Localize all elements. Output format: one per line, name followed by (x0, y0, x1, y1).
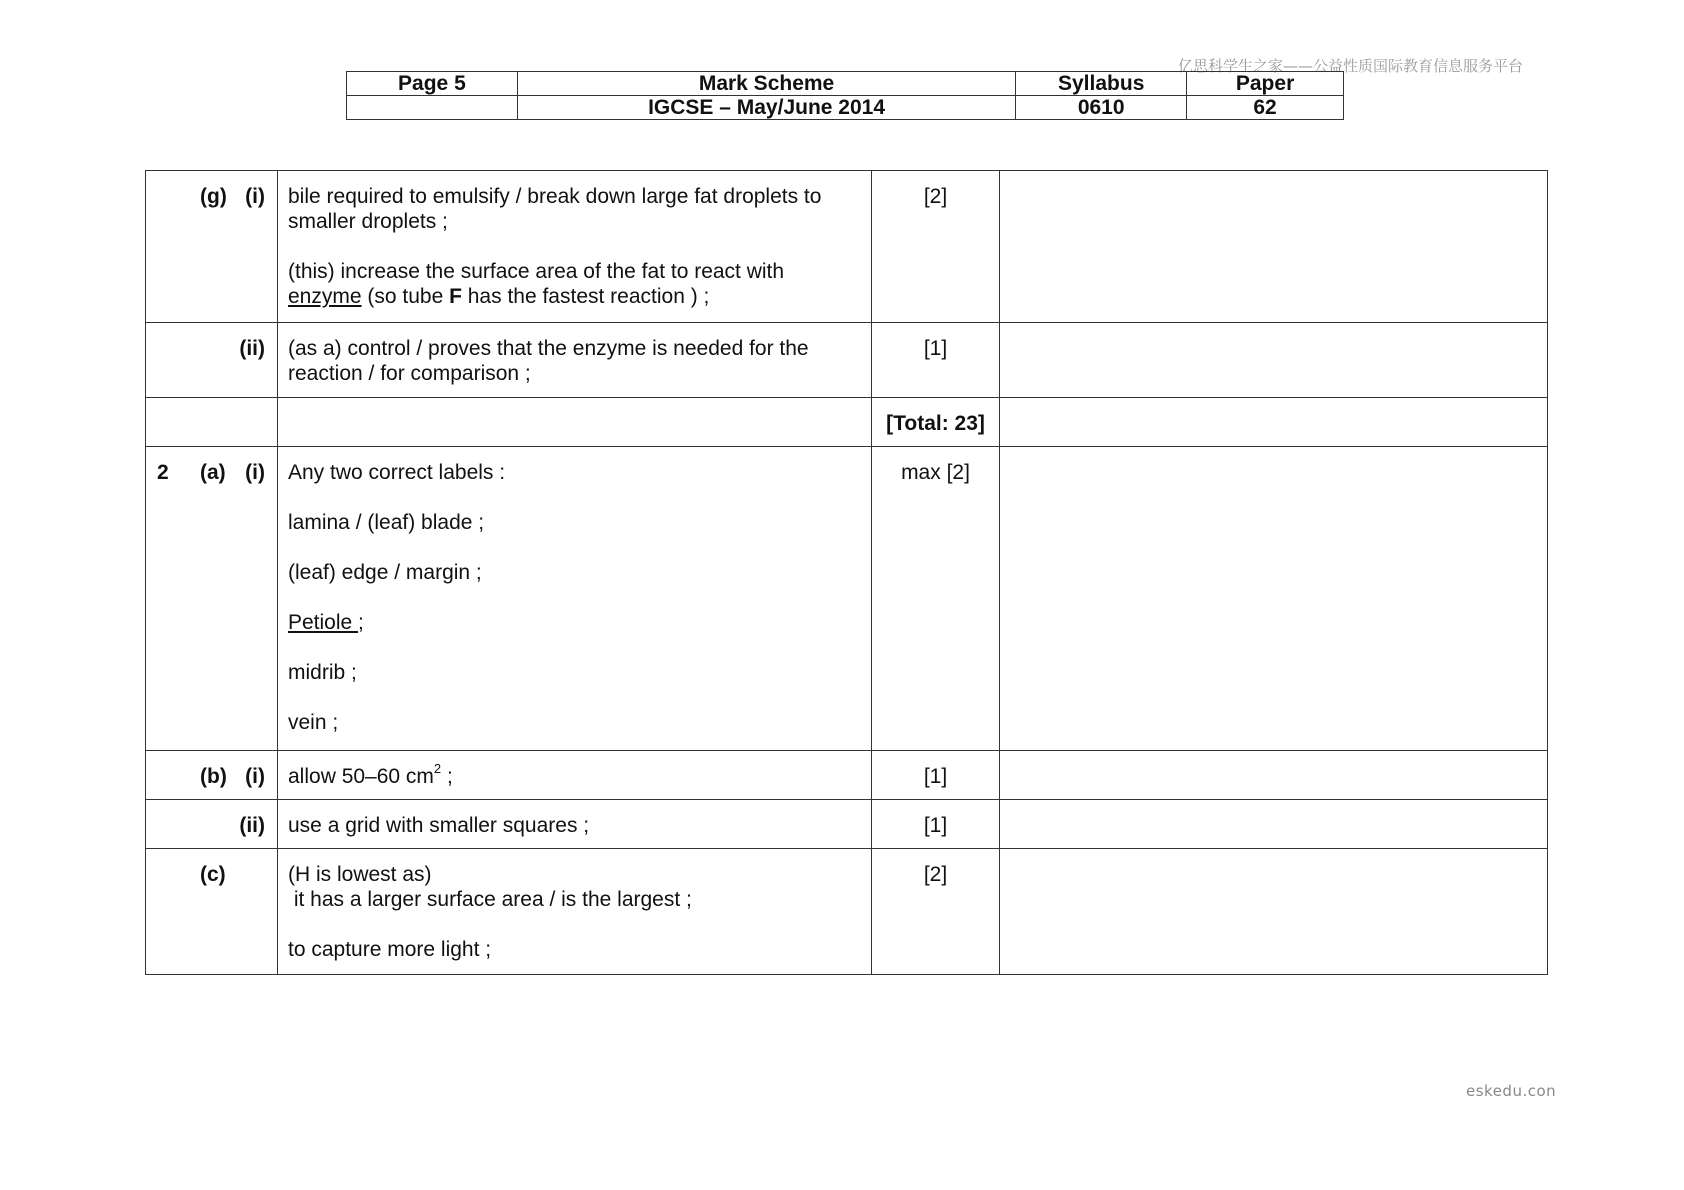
part-label: (a) (200, 461, 226, 484)
underlined-term: Petiole (288, 611, 359, 634)
answer-text: it has a larger surface area / is the largest ; (288, 888, 692, 911)
list-item: (leaf) edge / margin ; (288, 561, 482, 584)
guidance-cell (1000, 171, 1548, 323)
question-ref (146, 849, 278, 975)
table-row (146, 171, 1548, 323)
answer-text: Any two correct labels : (288, 461, 506, 484)
total-mark: [Total: 23] (872, 398, 1000, 447)
sub-label: (ii) (239, 814, 265, 837)
table-row (146, 447, 1548, 751)
answer-cell (278, 849, 872, 975)
list-item: midrib ; (288, 661, 357, 684)
table-row (146, 751, 1548, 800)
superscript: 2 (433, 761, 442, 776)
mark-cell: [2] (872, 849, 1000, 975)
header-exam: IGCSE – May/June 2014 (517, 96, 1015, 120)
guidance-cell (1000, 323, 1548, 398)
answer-cell: use a grid with smaller squares ; (278, 800, 872, 849)
header-syllabus-label: Syllabus (1016, 72, 1187, 96)
answer-text-part: (so tube (361, 285, 450, 308)
header-paper: 62 (1187, 96, 1344, 120)
question-ref (146, 751, 278, 800)
list-item (288, 610, 861, 635)
mark-cell: [1] (872, 323, 1000, 398)
table-row (146, 398, 1548, 447)
guidance-cell (1000, 751, 1548, 800)
mark-cell: [1] (872, 800, 1000, 849)
sub-label: (i) (245, 185, 265, 208)
answer-cell (278, 398, 872, 447)
guidance-cell (1000, 849, 1548, 975)
mark-cell: [1] (872, 751, 1000, 800)
answer-text-part: (this) increase the surface area of the fat to react with (288, 260, 785, 283)
watermark-bottom: eskedu.con (1466, 1082, 1557, 1100)
underlined-term: enzyme (288, 285, 362, 308)
answer-text: bile required to emulsify / break down large fat droplets to smaller droplets ; (288, 185, 822, 233)
bold-term: F (449, 285, 462, 308)
table-row (146, 800, 1548, 849)
question-ref (146, 323, 278, 398)
sub-label: (i) (245, 461, 265, 484)
header-paper-label: Paper (1187, 72, 1344, 96)
answer-cell (278, 447, 872, 751)
part-label: (c) (200, 863, 226, 886)
question-ref (146, 398, 278, 447)
header-empty-cell (347, 96, 518, 120)
table-row (146, 323, 1548, 398)
guidance-cell (1000, 447, 1548, 751)
answer-text: (H is lowest as) (288, 863, 432, 886)
watermark-top: 亿思科学生之家——公益性质国际教育信息服务平台 (1178, 57, 1524, 75)
question-ref (146, 800, 278, 849)
answer-text-part: allow 50–60 cm (288, 765, 434, 788)
answer-text-part: has the fastest reaction ) ; (461, 285, 710, 308)
guidance-cell (1000, 800, 1548, 849)
answer-cell: (as a) control / proves that the enzyme is needed for the reaction / for comparison ; (278, 323, 872, 398)
question-ref (146, 171, 278, 323)
list-item: lamina / (leaf) blade ; (288, 511, 485, 534)
table-row (146, 849, 1548, 975)
header-title: Mark Scheme (517, 72, 1015, 96)
sub-label: (ii) (239, 337, 265, 360)
sub-label: (i) (245, 765, 265, 788)
header-page: Page 5 (347, 72, 518, 96)
answer-text-part: ; (441, 765, 453, 788)
guidance-cell (1000, 398, 1548, 447)
header-syllabus: 0610 (1016, 96, 1187, 120)
mark-scheme-table (145, 170, 1548, 975)
question-ref (146, 447, 278, 751)
mark-cell: max [2] (872, 447, 1000, 751)
question-number: 2 (157, 461, 169, 484)
list-item: vein ; (288, 711, 339, 734)
header-table (346, 71, 1344, 120)
answer-text-part: ; (358, 611, 364, 634)
part-label: (g) (200, 185, 227, 208)
answer-cell (278, 171, 872, 323)
answer-cell (278, 751, 872, 800)
answer-text: to capture more light ; (288, 938, 492, 961)
answer-text (288, 259, 861, 309)
mark-cell: [2] (872, 171, 1000, 323)
part-label: (b) (200, 765, 227, 788)
